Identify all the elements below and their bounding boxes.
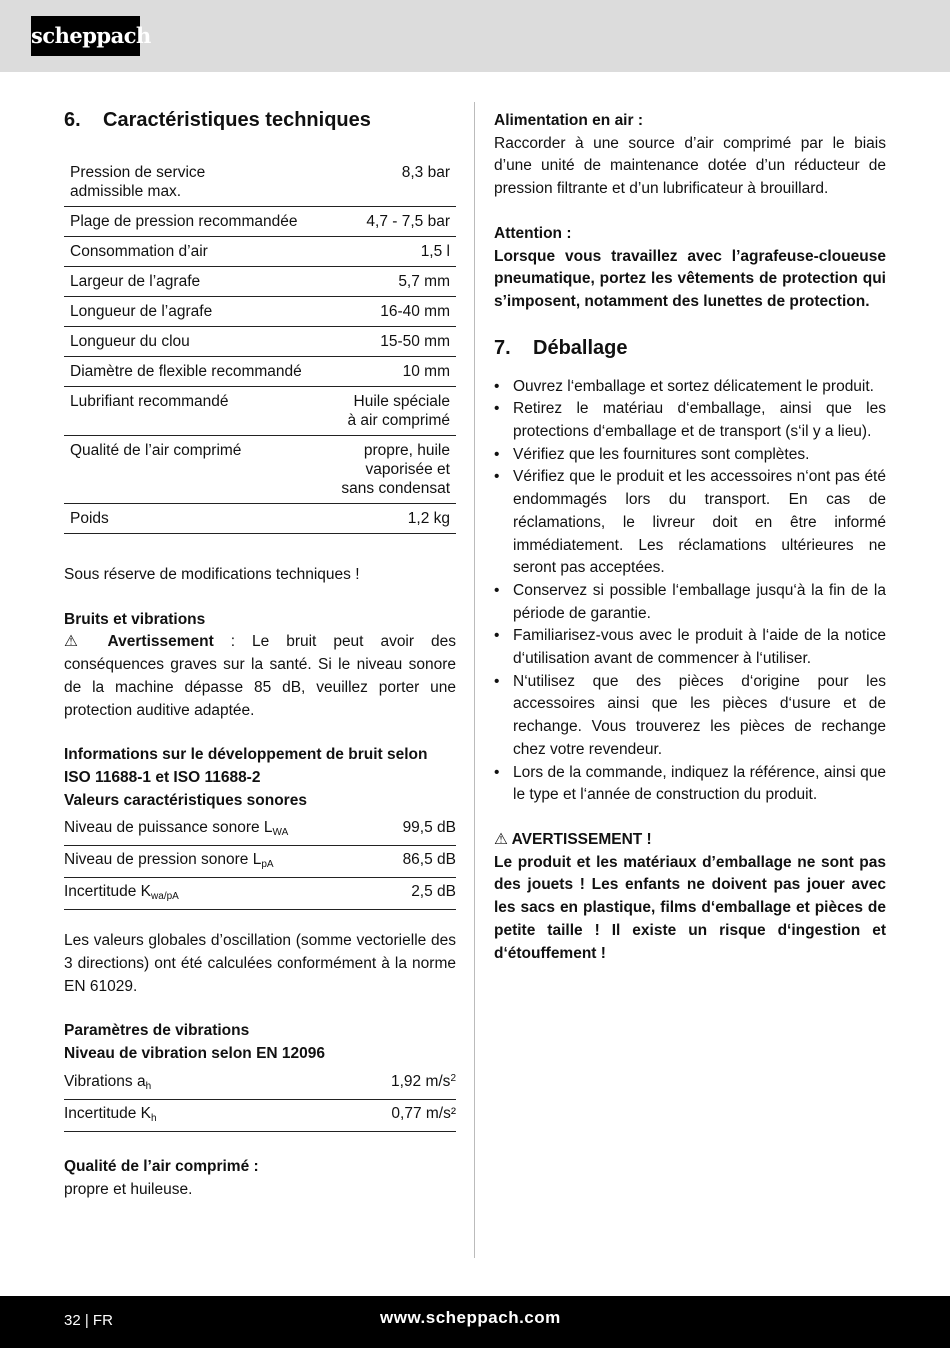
table-row xyxy=(64,846,456,878)
warning-triangle-icon: ⚠ xyxy=(64,633,91,651)
spacer xyxy=(494,807,886,829)
header-band xyxy=(0,0,950,72)
vibration-label: Incertitude $K_h$ xyxy=(64,1099,294,1131)
noise-heading: Bruits et vibrations xyxy=(64,610,206,628)
attention-text: Lorsque vous travaillez avec l’agrafeuse-cloueuse pneumatique, portez les vêtements de protection qui s’imposent, notamment des lunettes de protection. xyxy=(494,247,886,310)
spec-value xyxy=(335,387,456,436)
oscillation-text: Les valeurs globales d’oscillation (somme vectorielle des 3 directions) ont été calculées conformément à la norme EN 61029. xyxy=(64,932,456,995)
spec-label: Longueur du clou xyxy=(64,327,335,357)
table-row xyxy=(64,878,456,910)
spec-label: Pression de service admissible max. xyxy=(64,158,335,207)
table-row xyxy=(64,814,456,846)
spec-value-line: Huile spéciale xyxy=(353,393,450,410)
section-number: 7. xyxy=(494,336,511,359)
noise-values-heading: Valeurs caractéristiques sonores xyxy=(64,791,307,809)
spec-value-line: sans condensat xyxy=(341,480,450,497)
warning-triangle-icon: ⚠ xyxy=(494,830,508,848)
warning-heading: ⚠ AVERTISSEMENT ! xyxy=(494,830,652,848)
vibration-level-heading: Niveau de vibration selon EN 12096 xyxy=(64,1045,326,1063)
column-divider xyxy=(474,102,475,1258)
spec-label: Diamètre de flexible recommandé xyxy=(64,357,335,387)
warning-text: : Le bruit peut avoir des conséquences graves sur la santé. Si le niveau sonore de la machine dépasse 85 dB, veuillez porter une protection auditive adaptée. xyxy=(64,633,456,719)
air-quality-heading: Qualité de l’air comprimé : xyxy=(64,1157,259,1175)
table-row xyxy=(64,1068,456,1100)
footer xyxy=(0,1296,950,1348)
spec-value: 10 mm xyxy=(335,357,456,387)
spec-label: Qualité de l’air comprimé xyxy=(64,436,335,504)
spec-value: 1,2 kg xyxy=(335,504,456,534)
vibration-label: Vibrations $a_h$ xyxy=(64,1068,294,1100)
spacer xyxy=(64,534,456,564)
air-supply-heading: Alimentation en air : xyxy=(494,112,643,129)
spec-value-line: propre, huile xyxy=(363,442,450,459)
spacer xyxy=(494,314,886,334)
vibration-heading: Paramètres de vibrations xyxy=(64,1022,250,1040)
noise-table xyxy=(64,814,456,910)
spec-label: Lubrifiant recommandé xyxy=(64,387,335,436)
spec-value: 1,5 l xyxy=(335,237,456,267)
noise-label: Incertitude $K_{wa/pA}$ xyxy=(64,878,381,910)
table-row xyxy=(64,158,456,207)
list-item: • Lors de la commande, indiquez la référence, ainsi que le type et l‘année de construction du produit. xyxy=(494,762,886,807)
air-quality-text: propre et huileuse. xyxy=(64,1180,193,1198)
spec-value: 15-50 mm xyxy=(335,327,456,357)
noise-value: 86,5 dB xyxy=(381,846,456,878)
spec-value: 16-40 mm xyxy=(335,297,456,327)
page-number: 32 | FR xyxy=(64,1312,113,1329)
noise-value: 99,5 dB xyxy=(381,814,456,846)
table-row xyxy=(64,436,456,504)
list-item: • Ouvrez l‘emballage et sortez délicatement le produit. xyxy=(494,376,886,399)
right-column xyxy=(494,110,886,965)
table-row xyxy=(64,267,456,297)
list-item: • N‘utilisez que des pièces d‘origine pour les accessoires ainsi que les pièces d‘usure et de rechange. Vous trouverez les pièces de rechange chez votre revendeur. xyxy=(494,671,886,762)
spec-value: 4,7 - 7,5 bar xyxy=(335,207,456,237)
spec-table xyxy=(64,158,456,534)
warning-text: Le produit et les matériaux d’emballage ne sont pas des jouets ! Les enfants ne doivent pas jouer avec les sacs en plastique, films d‘emballage et pièces de petite taille ! Il existe un risque d‘ingestion et d‘étouffement ! xyxy=(494,853,886,962)
noise-label: Niveau de pression sonore $L_{pA}$ xyxy=(64,846,381,878)
spec-label: Consommation d’air xyxy=(64,237,335,267)
table-row xyxy=(64,237,456,267)
attention-heading: Attention : xyxy=(494,224,572,242)
air-supply-text: Raccorder à une source d’air comprimé par le biais d’une unité de maintenance dotée d’un réducteur de pression filtrante et d’un lubrificateur à brouillard. xyxy=(494,134,886,198)
spacer xyxy=(64,587,456,609)
spec-label: Longueur de l’agrafe xyxy=(64,297,335,327)
list-item: • Conservez si possible l‘emballage jusqu‘à la fin de la période de garantie. xyxy=(494,580,886,625)
spacer xyxy=(64,1132,456,1156)
spacer xyxy=(494,201,886,223)
table-row xyxy=(64,327,456,357)
noise-info-heading: Informations sur le développement de bruit selon ISO 11688-1 et ISO 11688-2 xyxy=(64,746,428,786)
table-row xyxy=(64,207,456,237)
list-item: • Vérifiez que le produit et les accessoires n‘ont pas été endommagés lors du transport. En cas de réclamations, le livreur doit en être informé immédiatement. Les réclamations ultérieures ne seront pas acceptées. xyxy=(494,466,886,580)
spec-value: 5,7 mm xyxy=(335,267,456,297)
reserve-note: Sous réserve de modifications techniques ! xyxy=(64,566,360,583)
unpacking-list xyxy=(494,376,886,807)
spacer xyxy=(64,998,456,1020)
left-column xyxy=(64,106,456,1201)
list-item: • Vérifiez que les fournitures sont complètes. xyxy=(494,444,886,467)
vibration-value: 0,77 m/s² xyxy=(294,1099,456,1131)
table-row xyxy=(64,357,456,387)
spacer xyxy=(64,910,456,930)
website-link[interactable]: www.scheppach.com xyxy=(380,1308,561,1327)
section-number: 6. xyxy=(64,109,81,131)
table-row xyxy=(64,387,456,436)
noise-value: 2,5 dB xyxy=(381,878,456,910)
spec-label: Largeur de l’agrafe xyxy=(64,267,335,297)
list-item: • Familiarisez-vous avec le produit à l‘aide de la notice d‘utilisation avant de commencer à l‘utiliser. xyxy=(494,625,886,670)
table-row xyxy=(64,297,456,327)
section-title: Déballage xyxy=(533,336,628,359)
noise-warning xyxy=(64,631,456,722)
vibration-table xyxy=(64,1068,456,1132)
section-6-heading xyxy=(64,106,456,134)
section-title: Caractéristiques techniques xyxy=(103,109,371,131)
scheppach-logo: scheppach xyxy=(31,16,140,56)
list-item: • Retirez le matériau d‘emballage, ainsi que les protections d‘emballage et de transport (s‘il y a lieu). xyxy=(494,398,886,443)
table-row xyxy=(64,504,456,534)
spec-label: Poids xyxy=(64,504,335,534)
spec-value-line: vaporisée et xyxy=(365,461,450,478)
spec-value-line: à air comprimé xyxy=(347,412,450,429)
spec-label: Plage de pression recommandée xyxy=(64,207,335,237)
spec-value: 8,3 bar xyxy=(335,158,456,207)
vibration-value: 1,92 $m/s^2$ xyxy=(294,1068,456,1100)
warning-label: Avertissement xyxy=(107,633,214,651)
spacer xyxy=(64,722,456,744)
table-row xyxy=(64,1099,456,1131)
spec-value xyxy=(335,436,456,504)
noise-label: Niveau de puissance sonore $L_{WA}$ xyxy=(64,814,381,846)
section-7-heading xyxy=(494,334,886,362)
